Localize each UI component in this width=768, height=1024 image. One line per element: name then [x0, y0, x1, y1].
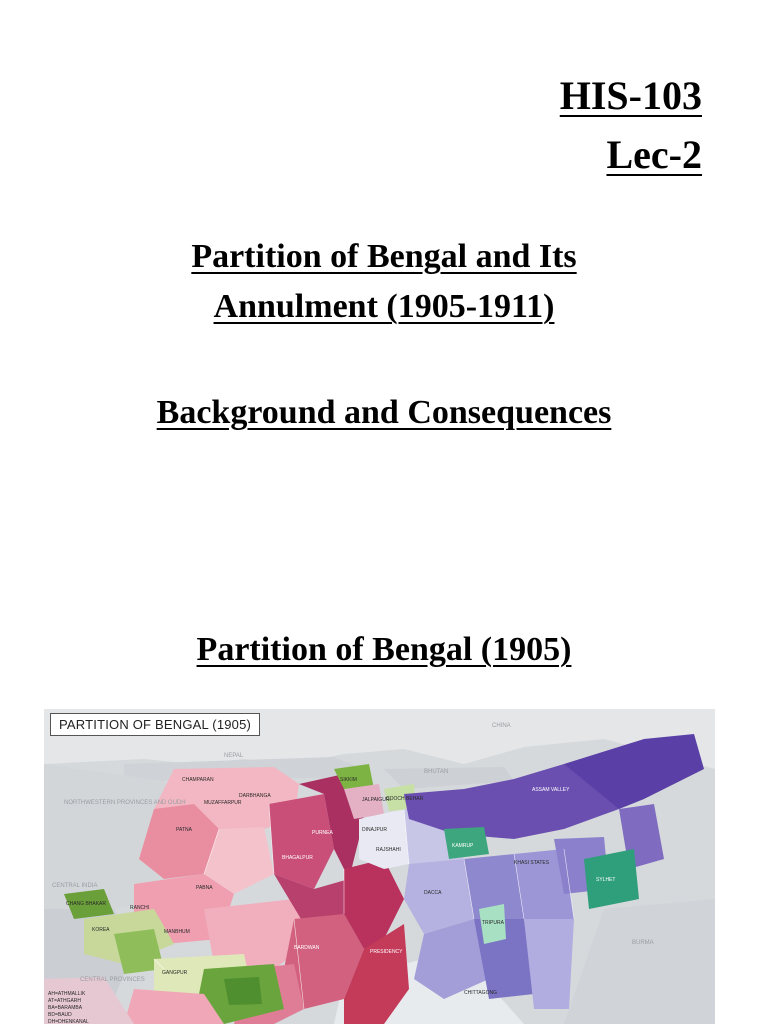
map-label-surma-valley: KHASI STATES: [514, 860, 550, 866]
map-label-muzaffarpur: MUZAFFARPUR: [204, 800, 242, 806]
map-label-bhagalpur: BHAGALPUR: [282, 855, 313, 861]
map-label-presidency: PRESIDENCY: [370, 949, 403, 955]
map-label-purnea: PURNEA: [312, 830, 333, 836]
map-label-assam-valley: ASSAM VALLEY: [532, 787, 570, 793]
partition-map: [44, 709, 715, 1024]
map-label-chittagong: CHITTAGONG: [464, 990, 497, 996]
map-label-nw-provinces: NORTHWESTERN PROVINCES AND OUDH: [64, 800, 186, 806]
legend-abbrev-3: BA=BARAMBA: [48, 1005, 83, 1011]
map-label-manipur: SYLHET: [596, 877, 616, 883]
map-label-burma: BURMA: [632, 940, 654, 946]
map-label-nepal: NEPAL: [224, 753, 244, 759]
legend-abbrev-5: DH=DHENKANAL: [48, 1019, 89, 1024]
map-label-chang-bhakar: CHANG BHAKAR: [66, 901, 107, 907]
legend-abbrev-1: AH=ATHMALLIK: [48, 991, 86, 997]
lecture-subtitle: Background and Consequences: [156, 394, 612, 431]
map-label-palamau: RANCHI: [130, 905, 150, 911]
map-graphic: [44, 709, 715, 1024]
course-code: HIS-103: [559, 73, 702, 118]
map-label-central-provinces: CENTRAL PROVINCES: [80, 977, 145, 983]
lecture-title-line-1: Partition of Bengal and Its: [191, 238, 577, 275]
legend-abbrev-4: BD=BAUD: [48, 1012, 72, 1018]
map-title: PARTITION OF BENGAL (1905): [50, 713, 260, 736]
map-label-tripura: TRIPURA: [482, 920, 504, 926]
section-heading: Partition of Bengal (1905): [196, 631, 572, 668]
map-label-jalpaiguri: JALPAIGURI: [362, 797, 391, 803]
map-label-bardwan: BARDWAN: [294, 945, 320, 951]
map-label-sikkim: SIKKIM: [340, 777, 357, 783]
lecture-number: Lec-2: [606, 132, 702, 177]
map-label-dacca: DACCA: [424, 890, 442, 896]
map-label-khasi-states: KAMRUP: [452, 843, 474, 849]
map-label-china: CHINA: [492, 723, 511, 729]
map-label-hazaribagh: PABNA: [196, 885, 213, 891]
legend-abbrev-2: AT=ATHGARH: [48, 998, 82, 1004]
map-label-chota-nagpur: MANBHUM: [164, 929, 190, 935]
map-label-darbhanga: DARBHANGA: [239, 793, 271, 799]
map-label-korea: KOREA: [92, 927, 110, 933]
map-label-patna: PATNA: [176, 827, 192, 833]
map-label-rajshahi: RAJSHAHI: [376, 847, 401, 853]
map-label-gangpur: GANGPUR: [162, 970, 188, 976]
map-label-bhutan: BHUTAN: [424, 769, 449, 775]
lecture-title: [0, 232, 768, 332]
map-label-dinajpur: DINAJPUR: [362, 827, 388, 833]
lecture-title-line-2: Annulment (1905-1911): [213, 288, 555, 325]
map-label-central-india: CENTRAL INDIA: [52, 883, 98, 889]
map-label-champaran: CHAMPARAN: [182, 777, 214, 783]
map-label-cooch-behar: COOCH BEHAR: [386, 796, 424, 802]
